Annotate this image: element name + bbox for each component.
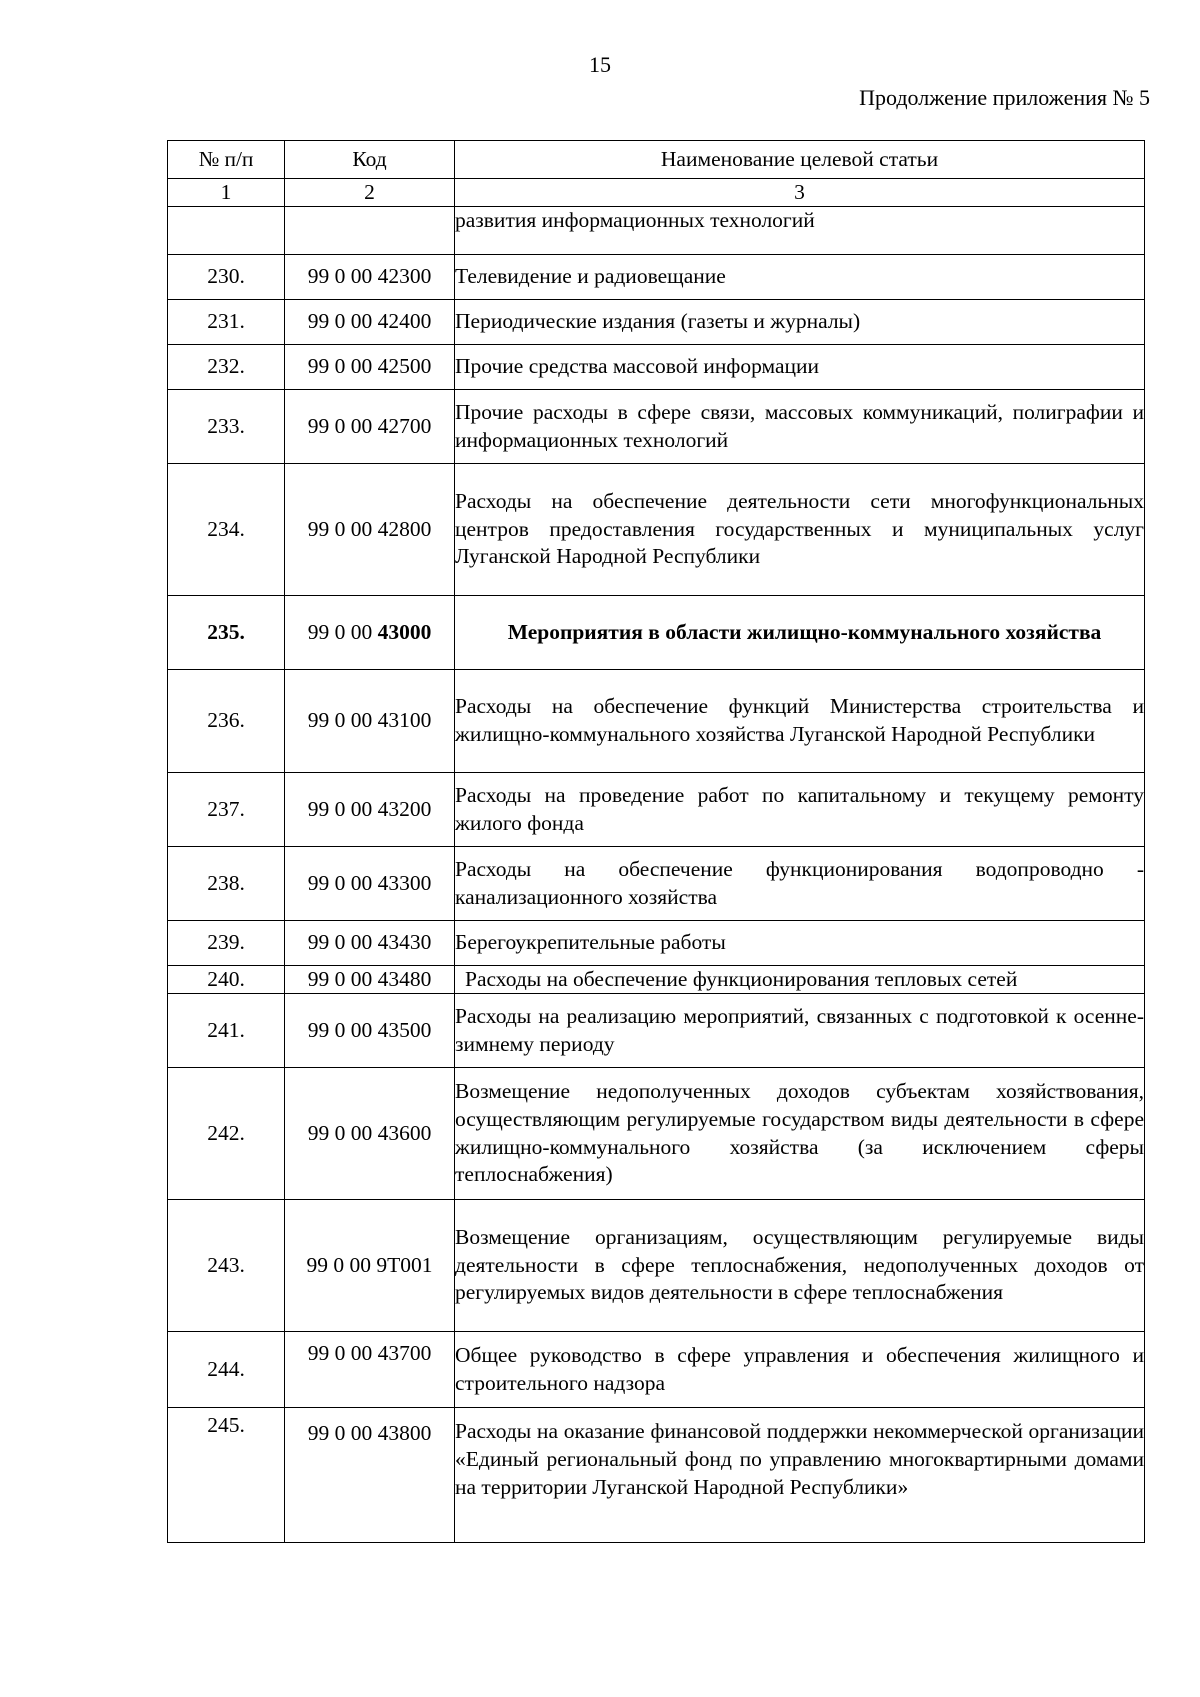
row-name: Общее руководство в сфере управления и обеспечения жилищного и строительного надзора — [455, 1332, 1145, 1408]
row-name: Расходы на обеспечение деятельности сети многофункциональных центров предоставления государственных и муниципальных услуг Луганской Народной Республики — [455, 464, 1145, 596]
row-number: 242. — [168, 1068, 285, 1200]
target-articles-table — [167, 140, 1145, 1543]
table-row — [168, 773, 1145, 847]
row-code: 99 0 00 43480 — [285, 966, 455, 994]
header-name: Наименование целевой статьи — [455, 141, 1145, 179]
row-number: 245. — [168, 1408, 285, 1543]
row-number: 237. — [168, 773, 285, 847]
row-code — [285, 596, 455, 670]
row-code: 99 0 00 42400 — [285, 300, 455, 345]
row-number: 234. — [168, 464, 285, 596]
row-name: Мероприятия в области жилищно-коммунального хозяйства — [455, 596, 1145, 670]
row-name: Расходы на обеспечение функций Министерства строительства и жилищно-коммунального хозяйства Луганской Народной Республики — [455, 670, 1145, 773]
table-row — [168, 300, 1145, 345]
row-code: 99 0 00 43800 — [285, 1408, 455, 1543]
row-code: 99 0 00 43430 — [285, 921, 455, 966]
row-name: развития информационных технологий — [455, 207, 1145, 255]
table-row — [168, 255, 1145, 300]
row-number: 235. — [168, 596, 285, 670]
header-number: № п/п — [168, 141, 285, 179]
row-name: Расходы на оказание финансовой поддержки некоммерческой организации «Единый региональный фонд по управлению многоквартирными домами на территории Луганской Народной Республики» — [455, 1408, 1145, 1543]
table-row — [168, 1408, 1145, 1543]
table-row — [168, 1200, 1145, 1332]
row-number: 231. — [168, 300, 285, 345]
row-number: 244. — [168, 1332, 285, 1408]
row-number: 236. — [168, 670, 285, 773]
row-name: Расходы на реализацию мероприятий, связанных с подготовкой к осенне-зимнему периоду — [455, 994, 1145, 1068]
row-name: Расходы на обеспечение функционирования тепловых сетей — [455, 966, 1145, 994]
column-number-row — [168, 179, 1145, 207]
row-number: 243. — [168, 1200, 285, 1332]
row-number: 239. — [168, 921, 285, 966]
row-code: 99 0 00 43300 — [285, 847, 455, 921]
row-code-bold: 43000 — [377, 619, 432, 644]
table-row — [168, 345, 1145, 390]
page-number: 15 — [589, 52, 611, 77]
row-code — [285, 207, 455, 255]
row-name: Прочие расходы в сфере связи, массовых коммуникаций, полиграфии и информационных технологий — [455, 390, 1145, 464]
column-number-3: 3 — [455, 179, 1145, 207]
table-header-row — [168, 141, 1145, 179]
table-row — [168, 1332, 1145, 1408]
row-number: 232. — [168, 345, 285, 390]
row-code: 99 0 00 43600 — [285, 1068, 455, 1200]
row-name: Возмещение недополученных доходов субъектам хозяйствования, осуществляющим регулируемые государством виды деятельности в сфере жилищно-коммунального хозяйства (за исключением сферы теплоснабжения) — [455, 1068, 1145, 1200]
row-code: 99 0 00 42500 — [285, 345, 455, 390]
row-number: 230. — [168, 255, 285, 300]
row-number: 238. — [168, 847, 285, 921]
table-row — [168, 921, 1145, 966]
table-row — [168, 994, 1145, 1068]
row-name: Периодические издания (газеты и журналы) — [455, 300, 1145, 345]
row-code: 99 0 00 42800 — [285, 464, 455, 596]
row-name: Расходы на проведение работ по капитальному и текущему ремонту жилого фонда — [455, 773, 1145, 847]
row-code: 99 0 00 43100 — [285, 670, 455, 773]
header-code: Код — [285, 141, 455, 179]
row-number — [168, 207, 285, 255]
row-name: Телевидение и радиовещание — [455, 255, 1145, 300]
row-name: Возмещение организациям, осуществляющим регулируемые виды деятельности в сфере теплоснабжения, недополученных доходов от регулируемых видов деятельности в сфере теплоснабжения — [455, 1200, 1145, 1332]
row-name: Расходы на обеспечение функционирования водопроводно - канализационного хозяйства — [455, 847, 1145, 921]
row-number: 240. — [168, 966, 285, 994]
table-row — [168, 207, 1145, 255]
row-code: 99 0 00 43200 — [285, 773, 455, 847]
column-number-2: 2 — [285, 179, 455, 207]
row-code: 99 0 00 43700 — [285, 1332, 455, 1408]
table-row — [168, 847, 1145, 921]
table-row — [168, 390, 1145, 464]
appendix-continuation-label: Продолжение приложения № 5 — [859, 85, 1150, 110]
column-number-1: 1 — [168, 179, 285, 207]
row-code-prefix: 99 0 00 — [307, 619, 378, 644]
row-name: Берегоукрепительные работы — [455, 921, 1145, 966]
row-code: 99 0 00 9Т001 — [285, 1200, 455, 1332]
row-name: Прочие средства массовой информации — [455, 345, 1145, 390]
table-row — [168, 670, 1145, 773]
table-row — [168, 1068, 1145, 1200]
row-code: 99 0 00 42700 — [285, 390, 455, 464]
table-row — [168, 966, 1145, 994]
row-code: 99 0 00 43500 — [285, 994, 455, 1068]
row-number: 241. — [168, 994, 285, 1068]
row-code: 99 0 00 42300 — [285, 255, 455, 300]
table-row — [168, 464, 1145, 596]
table-row-section — [168, 596, 1145, 670]
row-number: 233. — [168, 390, 285, 464]
